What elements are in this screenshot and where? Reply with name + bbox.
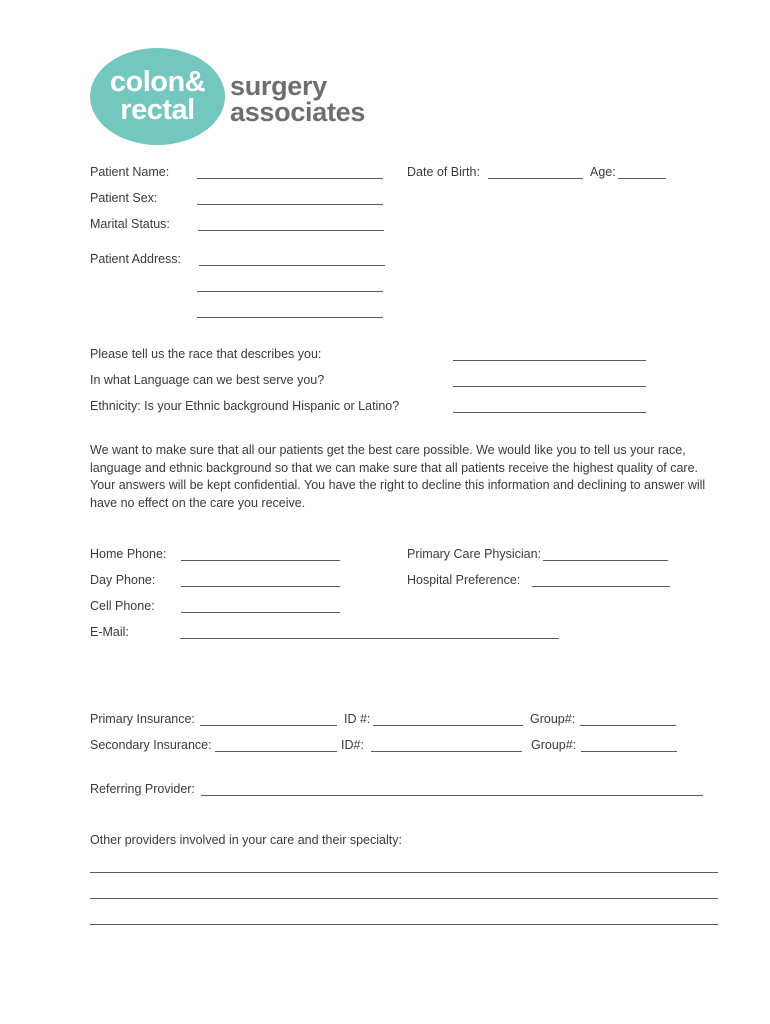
secondary-group-label: Group#: — [531, 738, 577, 752]
marital-status-field[interactable] — [198, 230, 384, 231]
home-phone-field[interactable] — [181, 560, 340, 561]
other-providers-line-3[interactable] — [90, 924, 718, 925]
day-phone-label: Day Phone: — [90, 573, 156, 587]
referring-provider-label: Referring Provider: — [90, 782, 195, 796]
secondary-id-field[interactable] — [371, 751, 522, 752]
address-line-1-field[interactable] — [199, 265, 385, 266]
logo-oval-line2: rectal — [120, 94, 195, 126]
pcp-field[interactable] — [543, 560, 668, 561]
logo-word-line1: surgery — [230, 71, 327, 101]
referring-provider-field[interactable] — [201, 795, 703, 796]
primary-group-label: Group#: — [530, 712, 576, 726]
confidentiality-notice: We want to make sure that all our patients get the best care possible. We would like you to tell us your race, language and ethnic background so that we can make sure that all patients receive the highest quality of care. Your answers will be kept confidential. You have the right to decline this information and declining to answer will have no effect on the care you receive. — [90, 443, 706, 510]
other-providers-label: Other providers involved in your care and their specialty: — [90, 833, 402, 847]
email-label: E-Mail: — [90, 625, 129, 639]
address-line-2-field[interactable] — [197, 291, 383, 292]
patient-sex-label: Patient Sex: — [90, 191, 158, 205]
address-line-3-field[interactable] — [197, 317, 383, 318]
dob-field[interactable] — [488, 178, 583, 179]
primary-id-label: ID #: — [344, 712, 371, 726]
secondary-insurance-field[interactable] — [215, 751, 337, 752]
logo-oval-line1: colon& — [109, 66, 206, 98]
pcp-label: Primary Care Physician: — [407, 547, 542, 561]
email-field[interactable] — [180, 638, 559, 639]
patient-sex-field[interactable] — [197, 204, 383, 205]
race-question: Please tell us the race that describes you: — [90, 347, 322, 361]
other-providers-line-2[interactable] — [90, 898, 718, 899]
patient-name-field[interactable] — [197, 178, 383, 179]
cell-phone-label: Cell Phone: — [90, 599, 155, 613]
day-phone-field[interactable] — [181, 586, 340, 587]
language-field[interactable] — [453, 386, 646, 387]
primary-id-field[interactable] — [373, 725, 523, 726]
primary-insurance-label: Primary Insurance: — [90, 712, 195, 726]
hospital-preference-label: Hospital Preference: — [407, 573, 521, 587]
age-field[interactable] — [618, 178, 666, 179]
race-field[interactable] — [453, 360, 646, 361]
patient-name-label: Patient Name: — [90, 165, 170, 179]
ethnicity-question: Ethnicity: Is your Ethnic background Hispanic or Latino? — [90, 399, 400, 413]
logo-word-line2: associates — [230, 97, 366, 127]
secondary-id-label: ID#: — [341, 738, 364, 752]
dob-label: Date of Birth: — [407, 165, 480, 179]
language-question: In what Language can we best serve you? — [90, 373, 325, 387]
other-providers-line-1[interactable] — [90, 872, 718, 873]
home-phone-label: Home Phone: — [90, 547, 167, 561]
patient-address-label: Patient Address: — [90, 252, 182, 266]
primary-insurance-field[interactable] — [200, 725, 337, 726]
marital-status-label: Marital Status: — [90, 217, 170, 231]
secondary-group-field[interactable] — [581, 751, 677, 752]
primary-group-field[interactable] — [580, 725, 676, 726]
age-label: Age: — [590, 165, 616, 179]
secondary-insurance-label: Secondary Insurance: — [90, 738, 212, 752]
hospital-preference-field[interactable] — [532, 586, 670, 587]
ethnicity-field[interactable] — [453, 412, 646, 413]
cell-phone-field[interactable] — [181, 612, 340, 613]
logo-oval — [90, 48, 225, 145]
